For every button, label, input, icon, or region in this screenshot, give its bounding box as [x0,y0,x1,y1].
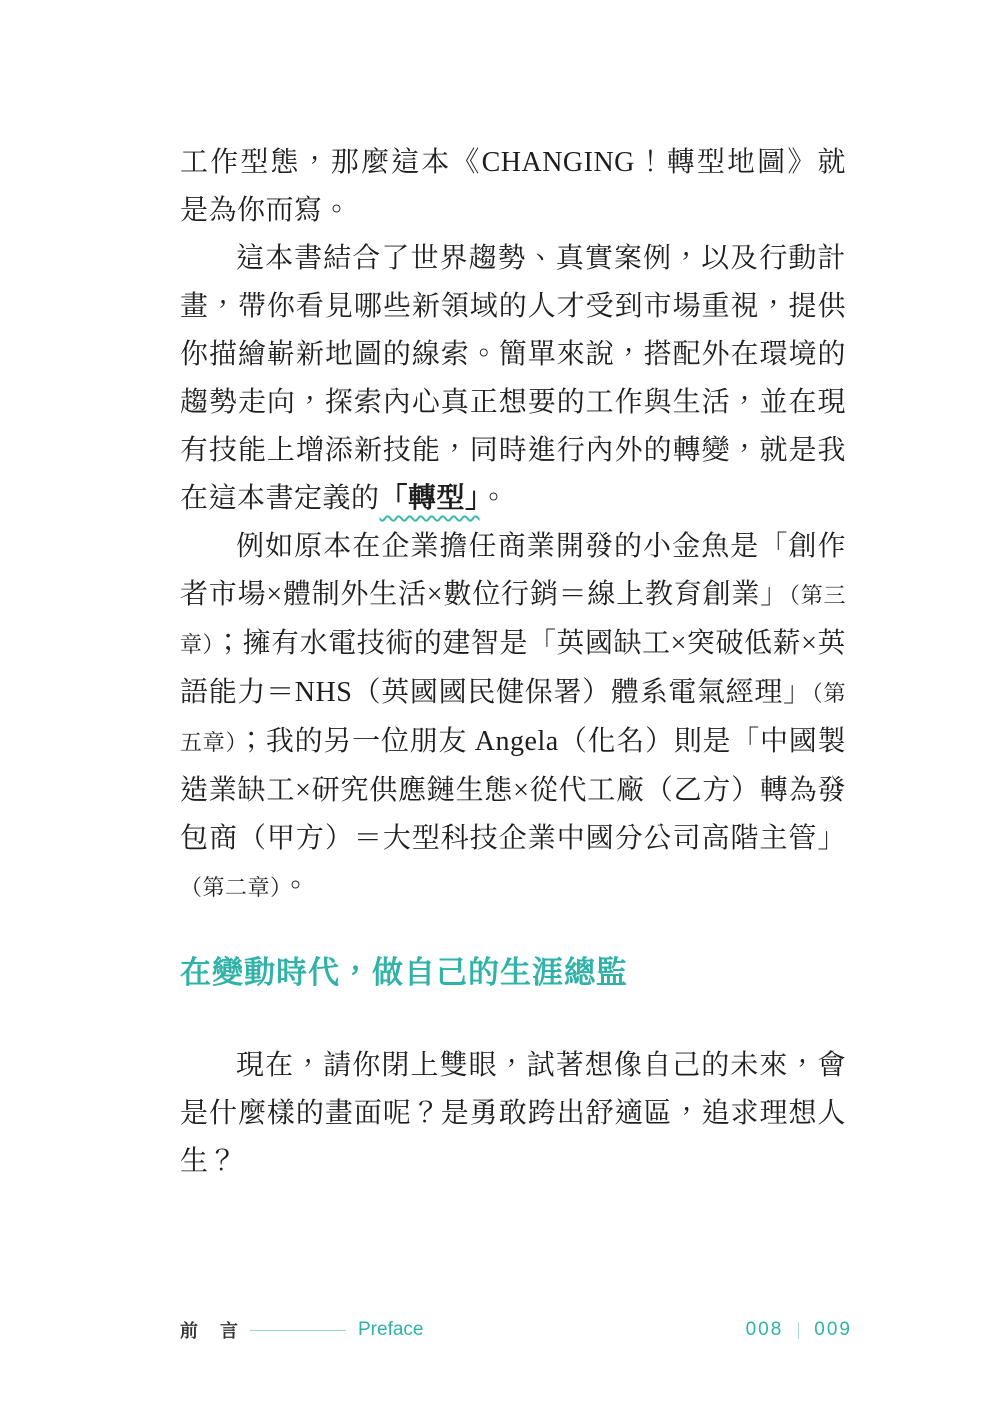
text-run: ；擁有水電技術的建智是「英國缺工×突破低薪×英語能力＝NHS（英國國民健保署）體系電氣經理」 [180,628,846,708]
page-footer [180,1316,852,1344]
chapter-reference-note: （第三章） [180,583,846,657]
page-numbers [746,1319,852,1341]
chapter-reference-note: （第二章） [180,875,282,900]
paragraph-continuation: 工作型態，那麼這本《CHANGING！轉型地圖》就是為你而寫。 [180,147,846,226]
keyword-transform-underlined: 「轉型」 [379,483,480,514]
text-run: 這本書結合了世界趨勢、真實案例，以及行動計畫，帶你看見哪些新領域的人才受到市場重視，提供你描繪嶄新地圖的線索。簡單來說，搭配外在環境的趨勢走向，探索內心真正想要的工作與生活，並在現有技能上增添新技能，同時進行內外的轉變，就是我在這本書定義的 [180,243,846,514]
paragraph-examples [180,523,846,912]
page-number-right: 009 [814,1319,852,1340]
text-run: ；我的另一位朋友 Angela（化名）則是「中國製造業缺工×研究供應鏈生態×從代工廠（乙方）轉為發包商（甲方）＝大型科技企業中國分公司高階主管」 [180,726,846,854]
page-number-left: 008 [745,1319,784,1340]
footer-section-title [180,1317,423,1343]
paragraph-imagine: 現在，請你閉上雙眼，試著想像自己的未來，會是什麼樣的畫面呢？是勇敢跨出舒適區，追求理想人生？ [180,1050,846,1177]
text-run: 。 [479,483,509,514]
paragraph-overview [180,235,846,523]
section-title-en: Preface [358,1319,424,1340]
page-content [180,139,846,1186]
footer-divider-line [250,1330,346,1331]
section-title-zh: 前 言 [180,1321,240,1341]
page-number-divider [798,1322,799,1339]
chapter-reference-note: （第五章） [180,681,846,755]
text-run: 例如原本在企業擔任商業開發的小金魚是「創作者市場×體制外生活×數位行銷＝線上教育創業」 [180,531,846,610]
section-heading: 在變動時代，做自己的生涯總監 [180,955,628,990]
text-run: 。 [281,871,311,902]
